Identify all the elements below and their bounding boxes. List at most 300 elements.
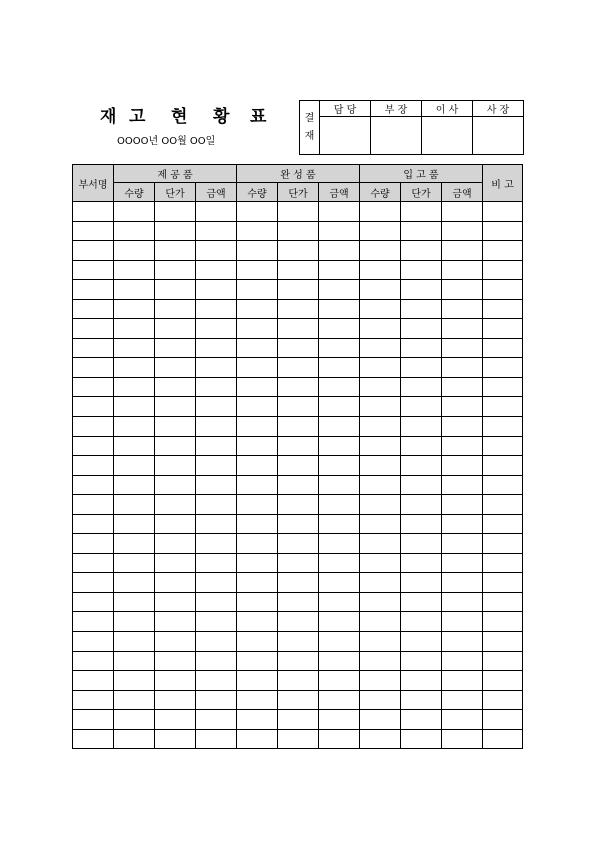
table-cell[interactable]: [73, 651, 114, 671]
table-cell[interactable]: [483, 417, 523, 437]
table-cell[interactable]: [155, 338, 196, 358]
table-cell[interactable]: [237, 475, 278, 495]
table-cell[interactable]: [114, 358, 155, 378]
table-cell[interactable]: [278, 299, 319, 319]
table-cell[interactable]: [442, 260, 483, 280]
table-cell[interactable]: [483, 241, 523, 261]
table-cell[interactable]: [196, 534, 237, 554]
table-cell[interactable]: [319, 495, 360, 515]
table-cell[interactable]: [319, 632, 360, 652]
table-cell[interactable]: [319, 651, 360, 671]
table-cell[interactable]: [442, 612, 483, 632]
table-cell[interactable]: [401, 202, 442, 222]
table-cell[interactable]: [196, 319, 237, 339]
table-cell[interactable]: [442, 514, 483, 534]
table-cell[interactable]: [278, 338, 319, 358]
table-cell[interactable]: [237, 671, 278, 691]
table-cell[interactable]: [114, 534, 155, 554]
table-cell[interactable]: [114, 514, 155, 534]
table-cell[interactable]: [442, 651, 483, 671]
table-cell[interactable]: [360, 671, 401, 691]
table-cell[interactable]: [237, 417, 278, 437]
table-cell[interactable]: [360, 592, 401, 612]
table-cell[interactable]: [237, 358, 278, 378]
table-cell[interactable]: [442, 592, 483, 612]
table-cell[interactable]: [319, 358, 360, 378]
table-cell[interactable]: [196, 632, 237, 652]
table-cell[interactable]: [319, 397, 360, 417]
table-cell[interactable]: [73, 553, 114, 573]
table-cell[interactable]: [237, 280, 278, 300]
table-cell[interactable]: [319, 690, 360, 710]
table-cell[interactable]: [114, 319, 155, 339]
table-cell[interactable]: [442, 338, 483, 358]
table-cell[interactable]: [360, 221, 401, 241]
table-cell[interactable]: [278, 690, 319, 710]
table-cell[interactable]: [360, 417, 401, 437]
table-cell[interactable]: [155, 202, 196, 222]
table-cell[interactable]: [442, 280, 483, 300]
table-cell[interactable]: [278, 436, 319, 456]
table-cell[interactable]: [360, 202, 401, 222]
signature-cell[interactable]: [371, 117, 422, 155]
table-cell[interactable]: [73, 397, 114, 417]
table-cell[interactable]: [237, 260, 278, 280]
table-cell[interactable]: [73, 456, 114, 476]
table-cell[interactable]: [483, 573, 523, 593]
table-cell[interactable]: [442, 475, 483, 495]
table-cell[interactable]: [442, 299, 483, 319]
table-cell[interactable]: [155, 710, 196, 730]
table-cell[interactable]: [155, 573, 196, 593]
table-cell[interactable]: [73, 436, 114, 456]
table-cell[interactable]: [114, 338, 155, 358]
table-cell[interactable]: [360, 495, 401, 515]
table-cell[interactable]: [483, 456, 523, 476]
table-cell[interactable]: [237, 397, 278, 417]
table-cell[interactable]: [278, 377, 319, 397]
table-cell[interactable]: [278, 260, 319, 280]
table-cell[interactable]: [401, 358, 442, 378]
table-cell[interactable]: [360, 299, 401, 319]
table-cell[interactable]: [155, 534, 196, 554]
table-cell[interactable]: [360, 338, 401, 358]
table-cell[interactable]: [483, 710, 523, 730]
table-cell[interactable]: [73, 338, 114, 358]
table-cell[interactable]: [237, 202, 278, 222]
table-cell[interactable]: [278, 397, 319, 417]
table-cell[interactable]: [237, 710, 278, 730]
table-cell[interactable]: [114, 651, 155, 671]
table-cell[interactable]: [196, 729, 237, 749]
table-cell[interactable]: [278, 553, 319, 573]
table-cell[interactable]: [114, 729, 155, 749]
table-cell[interactable]: [155, 280, 196, 300]
table-cell[interactable]: [319, 280, 360, 300]
table-cell[interactable]: [278, 592, 319, 612]
table-cell[interactable]: [196, 553, 237, 573]
table-cell[interactable]: [237, 221, 278, 241]
table-cell[interactable]: [442, 221, 483, 241]
table-cell[interactable]: [237, 592, 278, 612]
table-cell[interactable]: [196, 221, 237, 241]
table-cell[interactable]: [155, 632, 196, 652]
table-cell[interactable]: [237, 690, 278, 710]
table-cell[interactable]: [237, 436, 278, 456]
table-cell[interactable]: [73, 417, 114, 437]
signature-cell[interactable]: [422, 117, 473, 155]
table-cell[interactable]: [483, 553, 523, 573]
table-cell[interactable]: [360, 710, 401, 730]
table-cell[interactable]: [155, 358, 196, 378]
table-cell[interactable]: [155, 299, 196, 319]
table-cell[interactable]: [114, 573, 155, 593]
table-cell[interactable]: [196, 299, 237, 319]
table-cell[interactable]: [278, 456, 319, 476]
table-cell[interactable]: [155, 377, 196, 397]
table-cell[interactable]: [360, 553, 401, 573]
table-cell[interactable]: [237, 534, 278, 554]
table-cell[interactable]: [278, 241, 319, 261]
table-cell[interactable]: [73, 202, 114, 222]
table-cell[interactable]: [319, 436, 360, 456]
table-cell[interactable]: [155, 260, 196, 280]
table-cell[interactable]: [401, 456, 442, 476]
table-cell[interactable]: [196, 514, 237, 534]
table-cell[interactable]: [278, 573, 319, 593]
table-cell[interactable]: [196, 690, 237, 710]
table-cell[interactable]: [155, 651, 196, 671]
table-cell[interactable]: [278, 514, 319, 534]
table-cell[interactable]: [196, 710, 237, 730]
table-cell[interactable]: [360, 319, 401, 339]
table-cell[interactable]: [155, 319, 196, 339]
table-cell[interactable]: [237, 573, 278, 593]
table-cell[interactable]: [360, 436, 401, 456]
table-cell[interactable]: [483, 436, 523, 456]
table-cell[interactable]: [196, 358, 237, 378]
table-cell[interactable]: [483, 612, 523, 632]
table-cell[interactable]: [483, 338, 523, 358]
table-cell[interactable]: [196, 456, 237, 476]
table-cell[interactable]: [114, 671, 155, 691]
table-cell[interactable]: [483, 514, 523, 534]
table-cell[interactable]: [401, 280, 442, 300]
table-cell[interactable]: [196, 260, 237, 280]
table-cell[interactable]: [155, 729, 196, 749]
table-cell[interactable]: [114, 397, 155, 417]
table-cell[interactable]: [483, 592, 523, 612]
table-cell[interactable]: [155, 221, 196, 241]
table-cell[interactable]: [483, 280, 523, 300]
table-cell[interactable]: [196, 436, 237, 456]
table-cell[interactable]: [360, 632, 401, 652]
signature-cell[interactable]: [320, 117, 371, 155]
table-cell[interactable]: [401, 495, 442, 515]
table-cell[interactable]: [73, 514, 114, 534]
table-cell[interactable]: [442, 573, 483, 593]
table-cell[interactable]: [360, 475, 401, 495]
table-cell[interactable]: [73, 377, 114, 397]
table-cell[interactable]: [114, 456, 155, 476]
table-cell[interactable]: [73, 710, 114, 730]
table-cell[interactable]: [196, 573, 237, 593]
table-cell[interactable]: [483, 671, 523, 691]
table-cell[interactable]: [114, 280, 155, 300]
table-cell[interactable]: [319, 338, 360, 358]
table-cell[interactable]: [401, 592, 442, 612]
table-cell[interactable]: [114, 475, 155, 495]
table-cell[interactable]: [73, 280, 114, 300]
table-cell[interactable]: [237, 553, 278, 573]
table-cell[interactable]: [114, 592, 155, 612]
table-cell[interactable]: [401, 534, 442, 554]
table-cell[interactable]: [237, 338, 278, 358]
table-cell[interactable]: [278, 475, 319, 495]
table-cell[interactable]: [483, 221, 523, 241]
table-cell[interactable]: [237, 514, 278, 534]
table-cell[interactable]: [237, 651, 278, 671]
table-cell[interactable]: [278, 202, 319, 222]
table-cell[interactable]: [155, 436, 196, 456]
table-cell[interactable]: [442, 417, 483, 437]
table-cell[interactable]: [196, 417, 237, 437]
table-cell[interactable]: [237, 241, 278, 261]
table-cell[interactable]: [278, 358, 319, 378]
table-cell[interactable]: [73, 671, 114, 691]
table-cell[interactable]: [401, 573, 442, 593]
table-cell[interactable]: [401, 553, 442, 573]
table-cell[interactable]: [155, 397, 196, 417]
table-cell[interactable]: [360, 280, 401, 300]
table-cell[interactable]: [442, 397, 483, 417]
table-cell[interactable]: [401, 514, 442, 534]
table-cell[interactable]: [319, 202, 360, 222]
table-cell[interactable]: [237, 495, 278, 515]
table-cell[interactable]: [155, 592, 196, 612]
table-cell[interactable]: [73, 260, 114, 280]
table-cell[interactable]: [114, 417, 155, 437]
table-cell[interactable]: [401, 436, 442, 456]
table-cell[interactable]: [360, 397, 401, 417]
table-cell[interactable]: [442, 553, 483, 573]
table-cell[interactable]: [319, 299, 360, 319]
table-cell[interactable]: [73, 534, 114, 554]
table-cell[interactable]: [278, 612, 319, 632]
table-cell[interactable]: [278, 534, 319, 554]
table-cell[interactable]: [237, 612, 278, 632]
table-cell[interactable]: [442, 436, 483, 456]
table-cell[interactable]: [360, 377, 401, 397]
table-cell[interactable]: [401, 241, 442, 261]
table-cell[interactable]: [319, 553, 360, 573]
table-cell[interactable]: [196, 475, 237, 495]
table-cell[interactable]: [278, 632, 319, 652]
table-cell[interactable]: [360, 358, 401, 378]
table-cell[interactable]: [442, 495, 483, 515]
table-cell[interactable]: [114, 632, 155, 652]
table-cell[interactable]: [483, 397, 523, 417]
table-cell[interactable]: [401, 417, 442, 437]
table-cell[interactable]: [483, 377, 523, 397]
table-cell[interactable]: [196, 495, 237, 515]
table-cell[interactable]: [237, 456, 278, 476]
table-cell[interactable]: [401, 319, 442, 339]
table-cell[interactable]: [319, 319, 360, 339]
table-cell[interactable]: [155, 612, 196, 632]
table-cell[interactable]: [483, 260, 523, 280]
table-cell[interactable]: [401, 299, 442, 319]
table-cell[interactable]: [401, 397, 442, 417]
table-cell[interactable]: [319, 612, 360, 632]
table-cell[interactable]: [114, 612, 155, 632]
table-cell[interactable]: [401, 651, 442, 671]
table-cell[interactable]: [196, 651, 237, 671]
table-cell[interactable]: [360, 534, 401, 554]
table-cell[interactable]: [442, 690, 483, 710]
table-cell[interactable]: [278, 671, 319, 691]
table-cell[interactable]: [114, 553, 155, 573]
table-cell[interactable]: [237, 377, 278, 397]
table-cell[interactable]: [237, 632, 278, 652]
table-cell[interactable]: [114, 495, 155, 515]
table-cell[interactable]: [196, 592, 237, 612]
table-cell[interactable]: [237, 319, 278, 339]
table-cell[interactable]: [237, 299, 278, 319]
table-cell[interactable]: [155, 690, 196, 710]
table-cell[interactable]: [196, 671, 237, 691]
table-cell[interactable]: [360, 514, 401, 534]
table-cell[interactable]: [278, 495, 319, 515]
table-cell[interactable]: [155, 475, 196, 495]
signature-cell[interactable]: [473, 117, 524, 155]
table-cell[interactable]: [196, 338, 237, 358]
table-cell[interactable]: [73, 495, 114, 515]
table-cell[interactable]: [401, 338, 442, 358]
table-cell[interactable]: [401, 612, 442, 632]
table-cell[interactable]: [155, 417, 196, 437]
table-cell[interactable]: [483, 495, 523, 515]
table-cell[interactable]: [401, 710, 442, 730]
table-cell[interactable]: [483, 729, 523, 749]
table-cell[interactable]: [483, 319, 523, 339]
table-cell[interactable]: [114, 299, 155, 319]
table-cell[interactable]: [155, 553, 196, 573]
table-cell[interactable]: [360, 612, 401, 632]
table-cell[interactable]: [73, 690, 114, 710]
table-cell[interactable]: [114, 221, 155, 241]
table-cell[interactable]: [360, 573, 401, 593]
table-cell[interactable]: [483, 358, 523, 378]
table-cell[interactable]: [278, 651, 319, 671]
table-cell[interactable]: [360, 241, 401, 261]
table-cell[interactable]: [196, 612, 237, 632]
table-cell[interactable]: [114, 710, 155, 730]
table-cell[interactable]: [319, 710, 360, 730]
table-cell[interactable]: [483, 202, 523, 222]
table-cell[interactable]: [442, 632, 483, 652]
table-cell[interactable]: [319, 475, 360, 495]
table-cell[interactable]: [278, 280, 319, 300]
table-cell[interactable]: [442, 319, 483, 339]
table-cell[interactable]: [73, 358, 114, 378]
table-cell[interactable]: [483, 690, 523, 710]
table-cell[interactable]: [319, 377, 360, 397]
table-cell[interactable]: [237, 729, 278, 749]
table-cell[interactable]: [73, 729, 114, 749]
table-cell[interactable]: [442, 729, 483, 749]
table-cell[interactable]: [73, 573, 114, 593]
table-cell[interactable]: [114, 241, 155, 261]
table-cell[interactable]: [442, 377, 483, 397]
table-cell[interactable]: [73, 612, 114, 632]
table-cell[interactable]: [73, 592, 114, 612]
table-cell[interactable]: [278, 319, 319, 339]
table-cell[interactable]: [73, 632, 114, 652]
table-cell[interactable]: [401, 260, 442, 280]
table-cell[interactable]: [360, 456, 401, 476]
table-cell[interactable]: [319, 514, 360, 534]
table-cell[interactable]: [401, 377, 442, 397]
table-cell[interactable]: [155, 495, 196, 515]
table-cell[interactable]: [442, 358, 483, 378]
table-cell[interactable]: [401, 690, 442, 710]
table-cell[interactable]: [401, 671, 442, 691]
table-cell[interactable]: [278, 729, 319, 749]
table-cell[interactable]: [114, 436, 155, 456]
table-cell[interactable]: [319, 729, 360, 749]
table-cell[interactable]: [114, 377, 155, 397]
table-cell[interactable]: [196, 280, 237, 300]
table-cell[interactable]: [196, 202, 237, 222]
table-cell[interactable]: [401, 221, 442, 241]
table-cell[interactable]: [114, 690, 155, 710]
table-cell[interactable]: [442, 534, 483, 554]
table-cell[interactable]: [360, 260, 401, 280]
table-cell[interactable]: [319, 534, 360, 554]
table-cell[interactable]: [73, 241, 114, 261]
table-cell[interactable]: [196, 397, 237, 417]
table-cell[interactable]: [360, 690, 401, 710]
table-cell[interactable]: [483, 475, 523, 495]
table-cell[interactable]: [319, 671, 360, 691]
table-cell[interactable]: [196, 241, 237, 261]
table-cell[interactable]: [442, 241, 483, 261]
table-cell[interactable]: [155, 241, 196, 261]
table-cell[interactable]: [196, 377, 237, 397]
table-cell[interactable]: [360, 651, 401, 671]
table-cell[interactable]: [442, 456, 483, 476]
table-cell[interactable]: [278, 221, 319, 241]
table-cell[interactable]: [319, 573, 360, 593]
table-cell[interactable]: [319, 456, 360, 476]
table-cell[interactable]: [73, 299, 114, 319]
table-cell[interactable]: [483, 651, 523, 671]
table-cell[interactable]: [319, 260, 360, 280]
table-cell[interactable]: [73, 319, 114, 339]
table-cell[interactable]: [401, 475, 442, 495]
table-cell[interactable]: [442, 671, 483, 691]
table-cell[interactable]: [155, 671, 196, 691]
table-cell[interactable]: [442, 710, 483, 730]
table-cell[interactable]: [73, 221, 114, 241]
table-cell[interactable]: [114, 202, 155, 222]
table-cell[interactable]: [483, 632, 523, 652]
table-cell[interactable]: [401, 729, 442, 749]
table-cell[interactable]: [278, 710, 319, 730]
table-cell[interactable]: [114, 260, 155, 280]
table-cell[interactable]: [155, 514, 196, 534]
